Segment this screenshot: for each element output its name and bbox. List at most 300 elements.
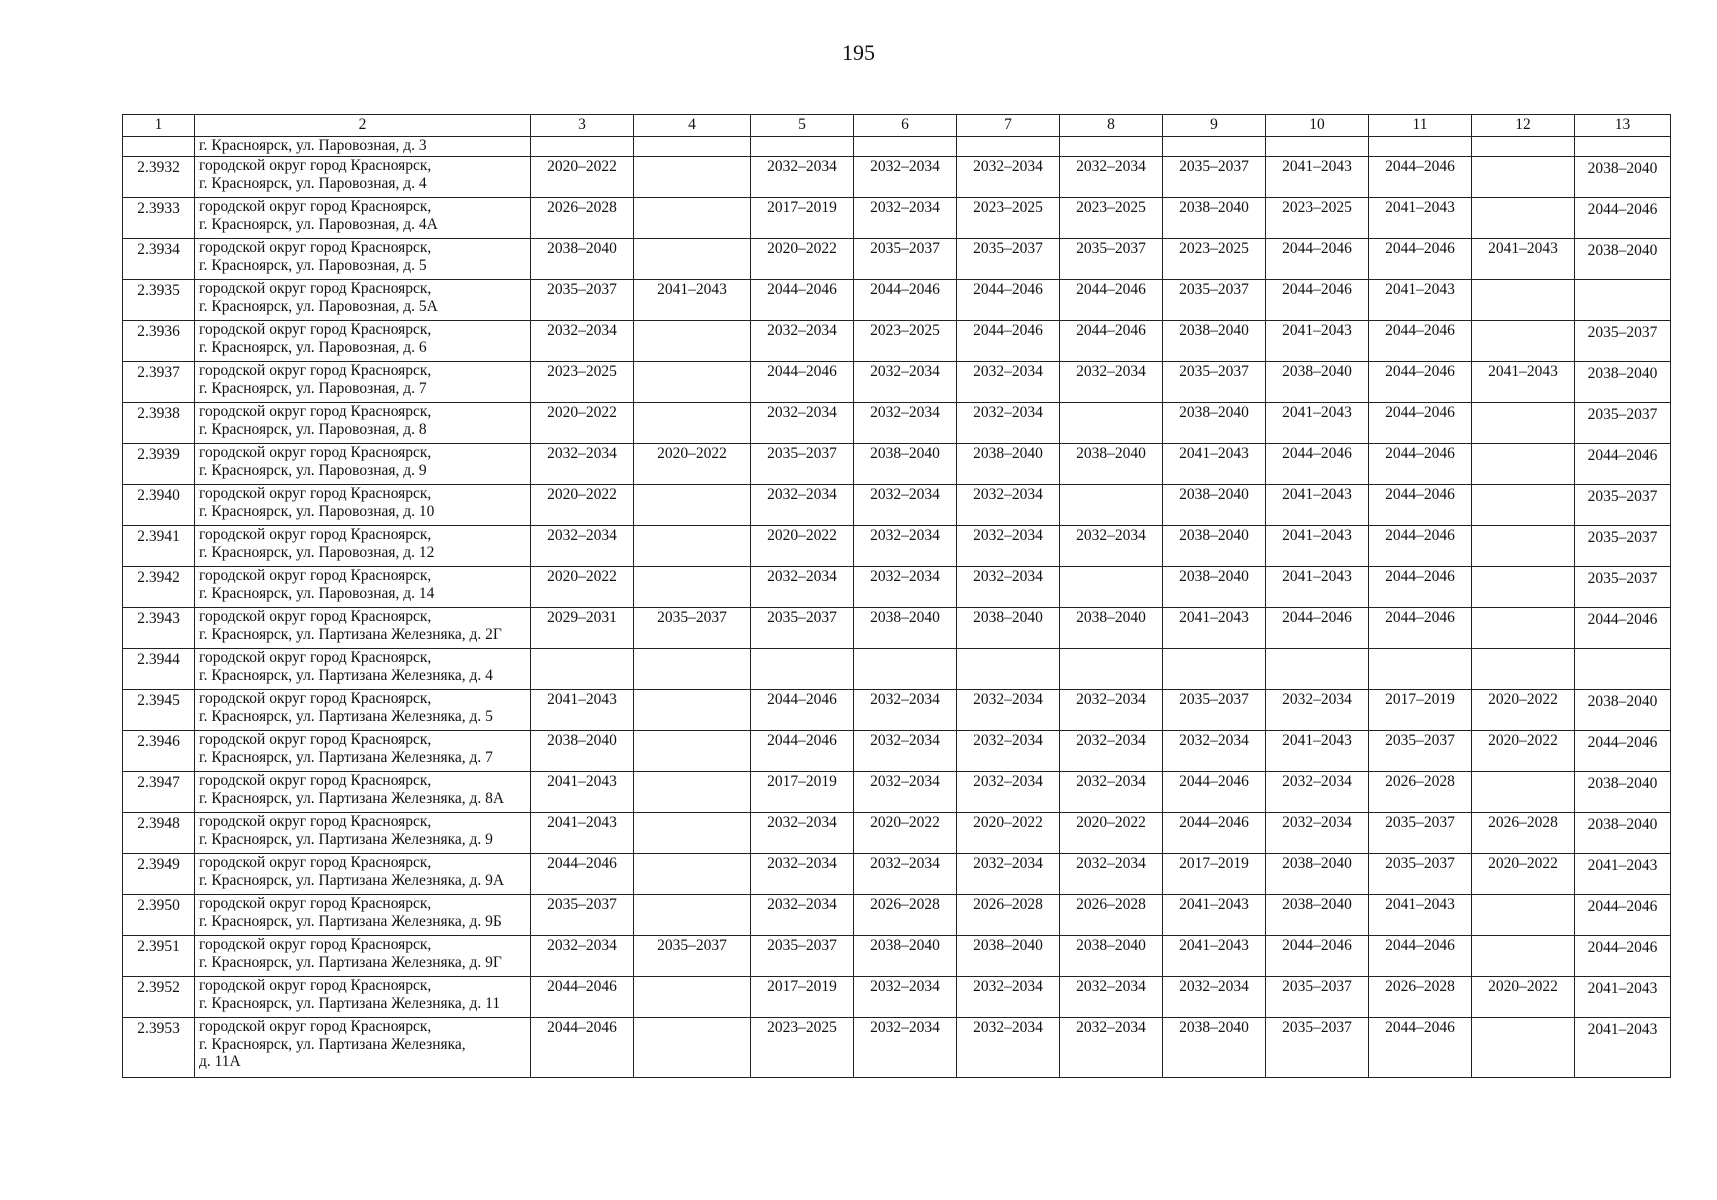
- period-cell: 2035–2037: [1266, 1018, 1369, 1078]
- period-cell: [634, 854, 751, 895]
- period-cell: 2038–2040: [1163, 485, 1266, 526]
- table-row: [123, 403, 1671, 444]
- period-cell: 2032–2034: [957, 567, 1060, 608]
- period-cell: 2044–2046: [1575, 444, 1671, 485]
- period-cell: 2020–2022: [1472, 690, 1575, 731]
- period-cell: [1369, 137, 1472, 157]
- period-cell: 2044–2046: [1369, 157, 1472, 198]
- period-cell: [1472, 403, 1575, 444]
- period-cell: 2038–2040: [1163, 403, 1266, 444]
- address-cell: городской округ город Красноярск, г. Красноярск, ул. Паровозная, д. 7: [195, 362, 531, 403]
- period-cell: 2032–2034: [751, 895, 854, 936]
- period-cell: 2035–2037: [957, 239, 1060, 280]
- period-cell: [1472, 485, 1575, 526]
- period-cell: [1472, 649, 1575, 690]
- period-cell: 2032–2034: [751, 321, 854, 362]
- period-cell: [1472, 444, 1575, 485]
- period-cell: 2038–2040: [1163, 526, 1266, 567]
- period-cell: 2032–2034: [854, 1018, 957, 1078]
- period-cell: 2032–2034: [1060, 526, 1163, 567]
- period-cell: 2041–2043: [1472, 239, 1575, 280]
- period-cell: 2044–2046: [1369, 1018, 1472, 1078]
- period-cell: 2032–2034: [1060, 977, 1163, 1018]
- period-cell: 2044–2046: [1575, 608, 1671, 649]
- period-cell: 2032–2034: [957, 731, 1060, 772]
- period-cell: 2023–2025: [1060, 198, 1163, 239]
- period-cell: 2032–2034: [957, 485, 1060, 526]
- period-cell: [1060, 403, 1163, 444]
- period-cell: 2038–2040: [531, 731, 634, 772]
- period-cell: 2041–2043: [1575, 1018, 1671, 1078]
- row-number: 2.3952: [123, 977, 195, 1018]
- period-cell: 2026–2028: [957, 895, 1060, 936]
- address-cell: городской округ город Красноярск, г. Красноярск, ул. Паровозная, д. 4А: [195, 198, 531, 239]
- address-cell: городской округ город Красноярск, г. Красноярск, ул. Партизана Железняка, д. 4: [195, 649, 531, 690]
- period-cell: 2032–2034: [854, 157, 957, 198]
- period-cell: 2017–2019: [751, 772, 854, 813]
- period-cell: [634, 403, 751, 444]
- period-cell: 2035–2037: [1575, 485, 1671, 526]
- period-cell: 2041–2043: [1575, 854, 1671, 895]
- address-cell: городской округ город Красноярск, г. Красноярск, ул. Паровозная, д. 8: [195, 403, 531, 444]
- period-cell: [634, 1018, 751, 1078]
- period-cell: 2023–2025: [531, 362, 634, 403]
- period-cell: 2020–2022: [1472, 977, 1575, 1018]
- period-cell: 2032–2034: [531, 526, 634, 567]
- column-header: 1: [123, 115, 195, 137]
- period-cell: [634, 157, 751, 198]
- period-cell: [634, 526, 751, 567]
- period-cell: 2038–2040: [854, 444, 957, 485]
- table-row: [123, 649, 1671, 690]
- period-cell: 2017–2019: [1163, 854, 1266, 895]
- period-cell: [634, 239, 751, 280]
- row-number: 2.3950: [123, 895, 195, 936]
- row-number: 2.3948: [123, 813, 195, 854]
- period-cell: 2020–2022: [1060, 813, 1163, 854]
- period-cell: 2041–2043: [1369, 895, 1472, 936]
- period-cell: 2041–2043: [1163, 895, 1266, 936]
- period-cell: 2044–2046: [1369, 239, 1472, 280]
- table-row: [123, 198, 1671, 239]
- address-cell: городской округ город Красноярск, г. Красноярск, ул. Паровозная, д. 6: [195, 321, 531, 362]
- period-cell: 2041–2043: [1266, 526, 1369, 567]
- period-cell: 2035–2037: [1575, 526, 1671, 567]
- period-cell: 2038–2040: [854, 608, 957, 649]
- period-cell: 2032–2034: [854, 485, 957, 526]
- period-cell: 2032–2034: [531, 936, 634, 977]
- period-cell: 2038–2040: [1575, 239, 1671, 280]
- period-cell: 2044–2046: [1369, 936, 1472, 977]
- period-cell: 2044–2046: [1163, 772, 1266, 813]
- period-cell: [1472, 772, 1575, 813]
- period-cell: 2035–2037: [1163, 690, 1266, 731]
- column-header: 3: [531, 115, 634, 137]
- period-cell: 2026–2028: [531, 198, 634, 239]
- period-cell: 2038–2040: [1575, 813, 1671, 854]
- period-cell: 2041–2043: [1266, 321, 1369, 362]
- table-row: [123, 977, 1671, 1018]
- period-cell: [634, 321, 751, 362]
- period-cell: 2044–2046: [1369, 321, 1472, 362]
- address-cell: городской округ город Красноярск, г. Красноярск, ул. Партизана Железняка, д. 2Г: [195, 608, 531, 649]
- period-cell: 2044–2046: [1575, 731, 1671, 772]
- row-number: 2.3953: [123, 1018, 195, 1078]
- period-cell: 2035–2037: [751, 608, 854, 649]
- period-cell: 2044–2046: [1369, 567, 1472, 608]
- row-number: 2.3937: [123, 362, 195, 403]
- period-cell: 2041–2043: [531, 690, 634, 731]
- period-cell: 2023–2025: [854, 321, 957, 362]
- address-cell: городской округ город Красноярск, г. Красноярск, ул. Паровозная, д. 12: [195, 526, 531, 567]
- period-cell: 2044–2046: [751, 362, 854, 403]
- period-cell: 2041–2043: [531, 813, 634, 854]
- period-cell: 2038–2040: [1060, 608, 1163, 649]
- header-row: [123, 115, 1671, 137]
- period-cell: 2029–2031: [531, 608, 634, 649]
- row-number: 2.3942: [123, 567, 195, 608]
- table-row: [123, 239, 1671, 280]
- period-cell: 2035–2037: [751, 444, 854, 485]
- period-cell: [1575, 280, 1671, 321]
- period-cell: [634, 198, 751, 239]
- period-cell: [634, 772, 751, 813]
- period-cell: 2020–2022: [634, 444, 751, 485]
- address-cell: городской округ город Красноярск, г. Красноярск, ул. Партизана Железняка, д. 9Г: [195, 936, 531, 977]
- period-cell: 2023–2025: [1163, 239, 1266, 280]
- row-number: 2.3945: [123, 690, 195, 731]
- period-cell: [751, 137, 854, 157]
- period-cell: 2020–2022: [531, 567, 634, 608]
- period-cell: 2032–2034: [1060, 731, 1163, 772]
- period-cell: 2038–2040: [1163, 321, 1266, 362]
- period-cell: 2032–2034: [751, 157, 854, 198]
- period-cell: [957, 137, 1060, 157]
- table-row: [123, 608, 1671, 649]
- address-cell: городской округ город Красноярск, г. Красноярск, ул. Партизана Железняка, д. 9: [195, 813, 531, 854]
- period-cell: 2026–2028: [1369, 772, 1472, 813]
- row-number: 2.3939: [123, 444, 195, 485]
- period-cell: 2044–2046: [1369, 485, 1472, 526]
- row-number: 2.3951: [123, 936, 195, 977]
- row-number: 2.3943: [123, 608, 195, 649]
- period-cell: 2041–2043: [1369, 280, 1472, 321]
- period-cell: [531, 137, 634, 157]
- column-header: 11: [1369, 115, 1472, 137]
- schedule-table: [122, 114, 1671, 1078]
- row-number: [123, 137, 195, 157]
- address-cell: городской округ город Красноярск, г. Красноярск, ул. Паровозная, д. 4: [195, 157, 531, 198]
- period-cell: 2044–2046: [1163, 813, 1266, 854]
- period-cell: [1472, 321, 1575, 362]
- period-cell: [1472, 157, 1575, 198]
- period-cell: 2035–2037: [1575, 567, 1671, 608]
- period-cell: 2032–2034: [1060, 362, 1163, 403]
- table-row: [123, 731, 1671, 772]
- period-cell: 2038–2040: [1266, 854, 1369, 895]
- period-cell: 2038–2040: [1575, 157, 1671, 198]
- table-row: [123, 895, 1671, 936]
- address-cell: городской округ город Красноярск, г. Красноярск, ул. Партизана Железняка, д. 9А: [195, 854, 531, 895]
- column-header: 5: [751, 115, 854, 137]
- period-cell: 2044–2046: [957, 280, 1060, 321]
- period-cell: 2026–2028: [1060, 895, 1163, 936]
- period-cell: 2032–2034: [957, 977, 1060, 1018]
- period-cell: [1060, 137, 1163, 157]
- period-cell: [1472, 895, 1575, 936]
- period-cell: 2032–2034: [957, 526, 1060, 567]
- address-cell: городской округ город Красноярск, г. Красноярск, ул. Паровозная, д. 10: [195, 485, 531, 526]
- period-cell: 2032–2034: [1060, 157, 1163, 198]
- period-cell: 2041–2043: [1266, 403, 1369, 444]
- address-cell: городской округ город Красноярск, г. Красноярск, ул. Партизана Железняка, д. 5: [195, 690, 531, 731]
- period-cell: 2041–2043: [1163, 936, 1266, 977]
- period-cell: 2023–2025: [1266, 198, 1369, 239]
- period-cell: 2032–2034: [1163, 731, 1266, 772]
- period-cell: [1472, 567, 1575, 608]
- period-cell: 2038–2040: [1266, 895, 1369, 936]
- period-cell: 2038–2040: [531, 239, 634, 280]
- period-cell: 2041–2043: [1472, 362, 1575, 403]
- period-cell: 2032–2034: [1060, 1018, 1163, 1078]
- period-cell: 2044–2046: [531, 1018, 634, 1078]
- address-cell: городской округ город Красноярск, г. Красноярск, ул. Паровозная, д. 5: [195, 239, 531, 280]
- period-cell: 2044–2046: [1369, 403, 1472, 444]
- period-cell: 2041–2043: [1266, 731, 1369, 772]
- period-cell: 2032–2034: [751, 485, 854, 526]
- column-header: 2: [195, 115, 531, 137]
- period-cell: [1060, 485, 1163, 526]
- period-cell: [634, 895, 751, 936]
- period-cell: 2032–2034: [854, 854, 957, 895]
- row-number: 2.3935: [123, 280, 195, 321]
- period-cell: 2032–2034: [957, 772, 1060, 813]
- period-cell: 2026–2028: [1472, 813, 1575, 854]
- period-cell: 2038–2040: [957, 444, 1060, 485]
- column-header: 10: [1266, 115, 1369, 137]
- period-cell: 2044–2046: [1575, 198, 1671, 239]
- period-cell: 2044–2046: [1369, 362, 1472, 403]
- table-row: [123, 936, 1671, 977]
- period-cell: [1163, 137, 1266, 157]
- period-cell: 2041–2043: [531, 772, 634, 813]
- column-header: 13: [1575, 115, 1671, 137]
- column-header: 8: [1060, 115, 1163, 137]
- table-row: [123, 1018, 1671, 1078]
- period-cell: [1472, 526, 1575, 567]
- period-cell: [634, 362, 751, 403]
- period-cell: 2041–2043: [1163, 444, 1266, 485]
- period-cell: 2041–2043: [1266, 567, 1369, 608]
- period-cell: 2032–2034: [854, 977, 957, 1018]
- period-cell: 2020–2022: [1472, 854, 1575, 895]
- period-cell: 2035–2037: [634, 608, 751, 649]
- table-row: [123, 362, 1671, 403]
- period-cell: 2035–2037: [751, 936, 854, 977]
- period-cell: 2038–2040: [957, 936, 1060, 977]
- period-cell: 2044–2046: [1369, 444, 1472, 485]
- period-cell: 2038–2040: [1163, 567, 1266, 608]
- period-cell: 2032–2034: [1163, 977, 1266, 1018]
- period-cell: [634, 137, 751, 157]
- address-cell: городской округ город Красноярск, г. Красноярск, ул. Паровозная, д. 14: [195, 567, 531, 608]
- period-cell: [634, 977, 751, 1018]
- table-row: [123, 567, 1671, 608]
- period-cell: 2032–2034: [751, 854, 854, 895]
- period-cell: 2032–2034: [957, 403, 1060, 444]
- address-cell: городской округ город Красноярск, г. Красноярск, ул. Партизана Железняка, д. 8А: [195, 772, 531, 813]
- table-row: [123, 690, 1671, 731]
- period-cell: 2035–2037: [1163, 280, 1266, 321]
- table-row: [123, 813, 1671, 854]
- period-cell: 2032–2034: [1060, 772, 1163, 813]
- period-cell: 2035–2037: [1266, 977, 1369, 1018]
- row-number: 2.3933: [123, 198, 195, 239]
- table-row: [123, 526, 1671, 567]
- table-row: [123, 321, 1671, 362]
- period-cell: 2017–2019: [751, 977, 854, 1018]
- column-header: 12: [1472, 115, 1575, 137]
- period-cell: [1060, 649, 1163, 690]
- period-cell: 2044–2046: [1575, 936, 1671, 977]
- period-cell: [1472, 936, 1575, 977]
- period-cell: 2032–2034: [854, 526, 957, 567]
- period-cell: 2017–2019: [751, 198, 854, 239]
- period-cell: 2038–2040: [1575, 772, 1671, 813]
- period-cell: 2026–2028: [854, 895, 957, 936]
- period-cell: 2032–2034: [1060, 690, 1163, 731]
- period-cell: 2035–2037: [634, 936, 751, 977]
- period-cell: [634, 649, 751, 690]
- period-cell: 2035–2037: [1575, 321, 1671, 362]
- period-cell: 2032–2034: [854, 567, 957, 608]
- period-cell: 2017–2019: [1369, 690, 1472, 731]
- period-cell: 2044–2046: [957, 321, 1060, 362]
- period-cell: 2032–2034: [957, 1018, 1060, 1078]
- row-number: 2.3932: [123, 157, 195, 198]
- period-cell: 2035–2037: [854, 239, 957, 280]
- row-number: 2.3940: [123, 485, 195, 526]
- period-cell: 2044–2046: [1266, 936, 1369, 977]
- period-cell: [1472, 137, 1575, 157]
- row-number: 2.3941: [123, 526, 195, 567]
- period-cell: 2020–2022: [531, 485, 634, 526]
- period-cell: [1575, 649, 1671, 690]
- period-cell: [854, 137, 957, 157]
- period-cell: 2032–2034: [1266, 813, 1369, 854]
- period-cell: 2044–2046: [751, 731, 854, 772]
- address-cell: городской округ город Красноярск, г. Красноярск, ул. Паровозная, д. 5А: [195, 280, 531, 321]
- row-number: 2.3946: [123, 731, 195, 772]
- row-number: 2.3938: [123, 403, 195, 444]
- table-row: [123, 157, 1671, 198]
- period-cell: 2038–2040: [1575, 362, 1671, 403]
- period-cell: 2032–2034: [531, 444, 634, 485]
- period-cell: 2035–2037: [531, 895, 634, 936]
- period-cell: 2035–2037: [1369, 854, 1472, 895]
- period-cell: 2041–2043: [634, 280, 751, 321]
- period-cell: [957, 649, 1060, 690]
- period-cell: 2038–2040: [1266, 362, 1369, 403]
- period-cell: 2032–2034: [957, 157, 1060, 198]
- row-number: 2.3947: [123, 772, 195, 813]
- period-cell: 2032–2034: [957, 362, 1060, 403]
- period-cell: 2044–2046: [1266, 608, 1369, 649]
- period-cell: [1472, 280, 1575, 321]
- table-row: [123, 137, 1671, 157]
- period-cell: [634, 731, 751, 772]
- period-cell: [634, 813, 751, 854]
- period-cell: 2035–2037: [1369, 813, 1472, 854]
- period-cell: [531, 649, 634, 690]
- table-row: [123, 485, 1671, 526]
- period-cell: [1060, 567, 1163, 608]
- period-cell: 2032–2034: [531, 321, 634, 362]
- period-cell: 2038–2040: [854, 936, 957, 977]
- period-cell: 2044–2046: [1575, 895, 1671, 936]
- period-cell: 2044–2046: [751, 690, 854, 731]
- period-cell: 2032–2034: [854, 198, 957, 239]
- page-number: 195: [842, 40, 875, 65]
- period-cell: 2041–2043: [1575, 977, 1671, 1018]
- table-row: [123, 854, 1671, 895]
- period-cell: 2041–2043: [1266, 157, 1369, 198]
- table-row: [123, 772, 1671, 813]
- period-cell: 2020–2022: [751, 526, 854, 567]
- period-cell: [634, 567, 751, 608]
- period-cell: 2032–2034: [854, 731, 957, 772]
- period-cell: 2020–2022: [531, 403, 634, 444]
- period-cell: [1472, 1018, 1575, 1078]
- period-cell: 2020–2022: [1472, 731, 1575, 772]
- period-cell: [1266, 649, 1369, 690]
- period-cell: 2044–2046: [1369, 608, 1472, 649]
- period-cell: 2032–2034: [751, 403, 854, 444]
- period-cell: [634, 690, 751, 731]
- period-cell: 2038–2040: [1163, 198, 1266, 239]
- period-cell: 2023–2025: [957, 198, 1060, 239]
- period-cell: 2032–2034: [854, 772, 957, 813]
- period-cell: 2044–2046: [531, 854, 634, 895]
- period-cell: 2038–2040: [1575, 690, 1671, 731]
- period-cell: 2041–2043: [1369, 198, 1472, 239]
- period-cell: 2035–2037: [1163, 362, 1266, 403]
- period-cell: 2032–2034: [1266, 772, 1369, 813]
- period-cell: 2038–2040: [1163, 1018, 1266, 1078]
- period-cell: 2032–2034: [854, 690, 957, 731]
- period-cell: 2026–2028: [1369, 977, 1472, 1018]
- period-cell: 2044–2046: [1266, 239, 1369, 280]
- period-cell: 2044–2046: [1266, 444, 1369, 485]
- period-cell: [634, 485, 751, 526]
- period-cell: 2041–2043: [1266, 485, 1369, 526]
- period-cell: 2020–2022: [957, 813, 1060, 854]
- period-cell: 2035–2037: [1163, 157, 1266, 198]
- period-cell: 2032–2034: [854, 362, 957, 403]
- address-cell: городской округ город Красноярск, г. Красноярск, ул. Партизана Железняка, д. 7: [195, 731, 531, 772]
- period-cell: 2044–2046: [1060, 321, 1163, 362]
- period-cell: 2044–2046: [1369, 526, 1472, 567]
- period-cell: 2032–2034: [957, 854, 1060, 895]
- row-number: 2.3949: [123, 854, 195, 895]
- period-cell: [854, 649, 957, 690]
- address-cell: городской округ город Красноярск, г. Красноярск, ул. Партизана Железняка, д. 9Б: [195, 895, 531, 936]
- period-cell: 2032–2034: [751, 567, 854, 608]
- address-cell: городской округ город Красноярск, г. Красноярск, ул. Партизана Железняка, д. 11: [195, 977, 531, 1018]
- address-cell: городской округ город Красноярск, г. Красноярск, ул. Паровозная, д. 9: [195, 444, 531, 485]
- period-cell: [1266, 137, 1369, 157]
- period-cell: 2035–2037: [531, 280, 634, 321]
